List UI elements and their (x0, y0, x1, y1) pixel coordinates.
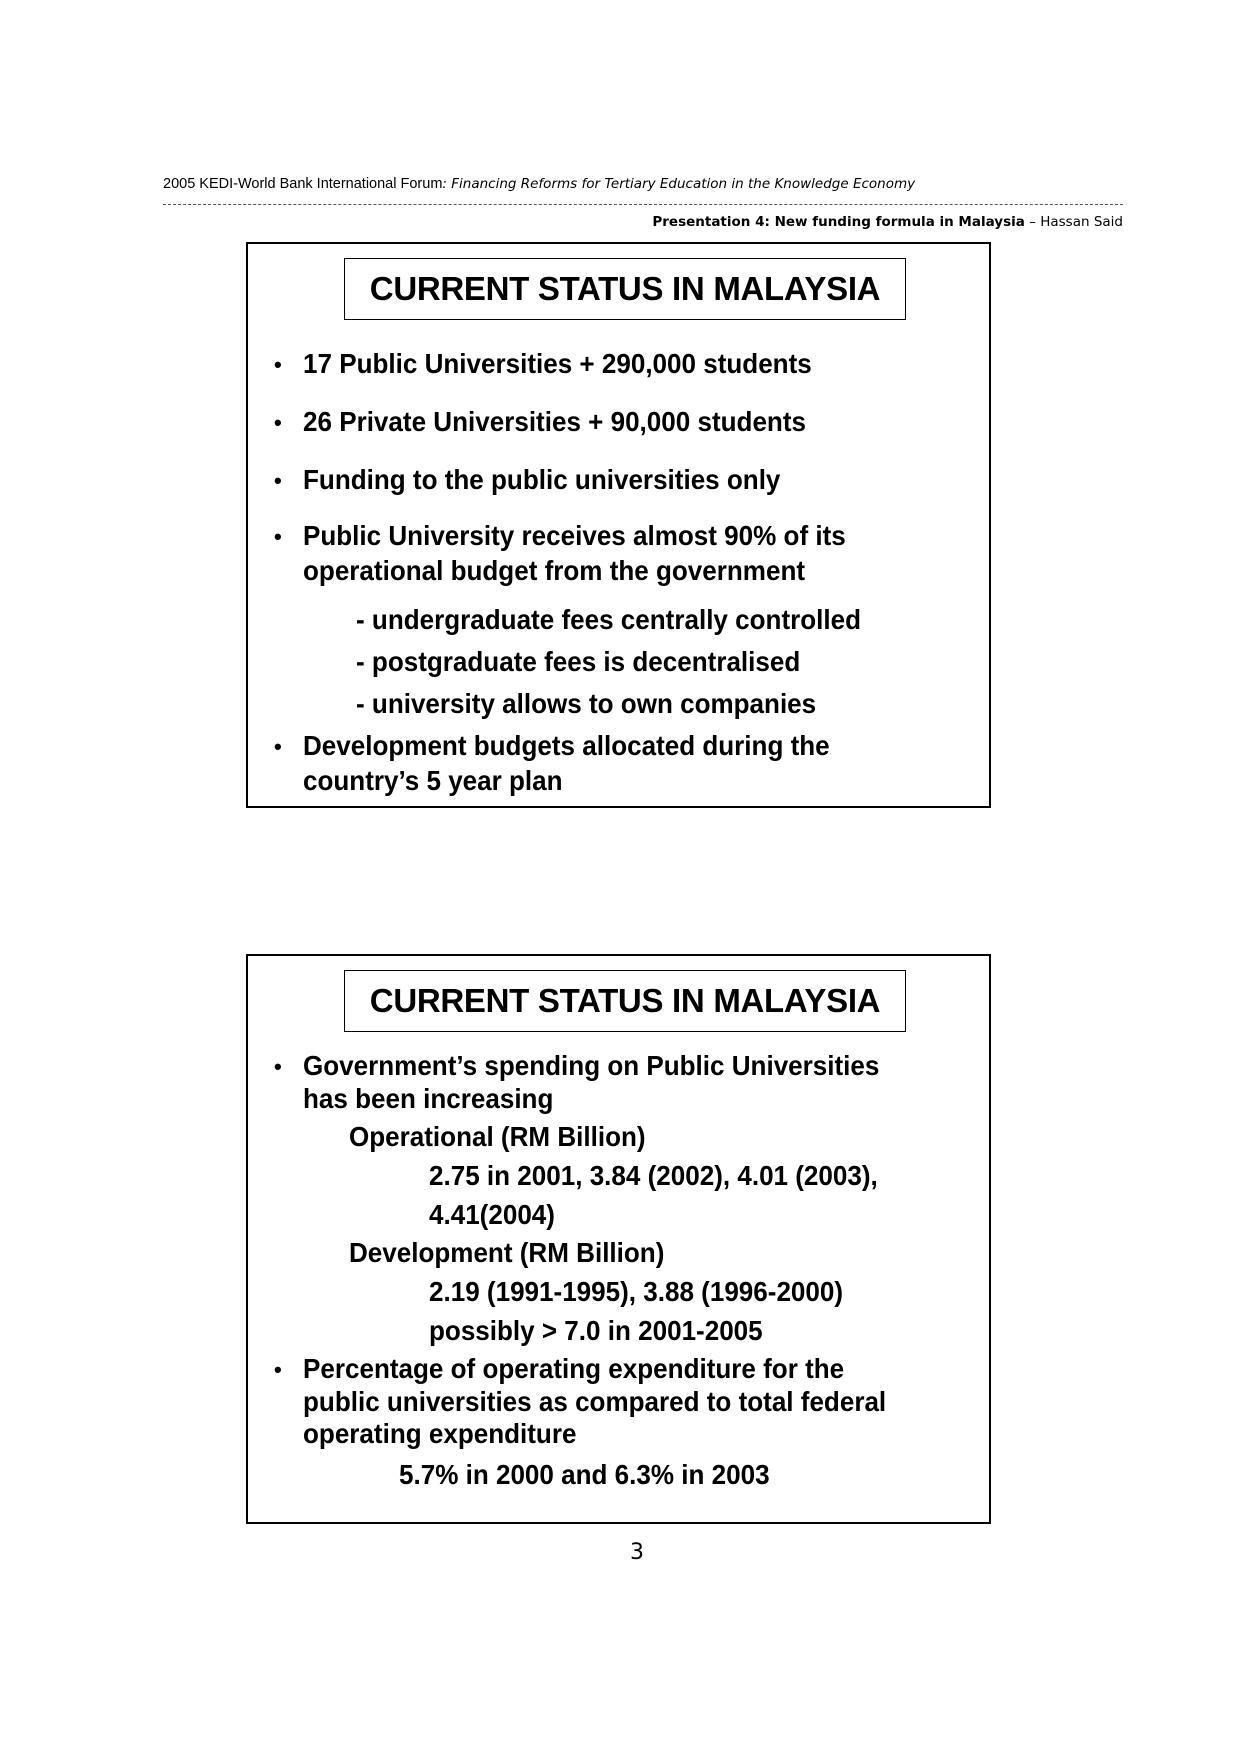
slide-1-line: Development budgets allocated during the (303, 730, 830, 761)
slide-title-box (344, 970, 906, 1032)
slide-1-line: country’s 5 year plan (303, 765, 563, 796)
slide-1-line: Public University receives almost 90% of its (303, 520, 846, 551)
slide-2 (246, 954, 991, 1524)
slide-1-subline: - university allows to own companies (356, 688, 817, 719)
slide-1-line: 26 Private Universities + 90,000 students (303, 406, 806, 437)
bullet-icon: • (274, 524, 282, 549)
slide-1-subline: - undergraduate fees centrally controlled (356, 604, 862, 635)
slide-2-values: 4.41(2004) (429, 1199, 555, 1230)
header-separator: : (442, 176, 452, 192)
slide-2-line: Percentage of operating expenditure for the (303, 1353, 845, 1384)
author-name: Hassan Said (1040, 214, 1123, 230)
bullet-icon: • (274, 352, 282, 377)
slide-2-line: operating expenditure (303, 1418, 577, 1449)
slide-2-line: Government’s spending on Public Universities (303, 1050, 880, 1081)
bullet-icon: • (274, 1357, 282, 1382)
running-header (163, 176, 915, 192)
slide-title: CURRENT STATUS IN MALAYSIA (369, 982, 881, 1019)
presentation-header (652, 214, 1123, 230)
slide-2-line: has been increasing (303, 1083, 554, 1114)
slide-2-values: possibly > 7.0 in 2001-2005 (429, 1315, 763, 1346)
slide-2-subheading: Operational (RM Billion) (349, 1121, 646, 1152)
slide-2-values: 5.7% in 2000 and 6.3% in 2003 (399, 1459, 770, 1490)
slide-2-values: 2.75 in 2001, 3.84 (2002), 4.01 (2003), (429, 1160, 878, 1191)
slide-1 (246, 242, 991, 808)
header-divider (163, 204, 1123, 205)
page-number: 3 (630, 1540, 644, 1565)
bullet-icon: • (274, 1054, 282, 1079)
bullet-icon: • (274, 468, 282, 493)
slide-1-line: Funding to the public universities only (303, 464, 781, 495)
slide-2-line: public universities as compared to total federal (303, 1386, 887, 1417)
slide-1-subline: - postgraduate fees is decentralised (356, 646, 801, 677)
slide-title-box (344, 258, 906, 320)
forum-name: 2005 KEDI-World Bank International Forum (163, 176, 443, 192)
author-dash: – (1024, 214, 1041, 230)
presentation-title: Presentation 4: New funding formula in Malaysia (652, 214, 1025, 230)
slide-2-values: 2.19 (1991-1995), 3.88 (1996-2000) (429, 1276, 844, 1307)
bullet-icon: • (274, 734, 282, 759)
forum-subtitle: Financing Reforms for Tertiary Education in the Knowledge Economy (451, 176, 916, 192)
bullet-icon: • (274, 410, 282, 435)
slide-1-line: 17 Public Universities + 290,000 students (303, 348, 812, 379)
slide-title: CURRENT STATUS IN MALAYSIA (369, 270, 881, 307)
slide-1-line: operational budget from the government (303, 555, 806, 586)
slide-2-subheading: Development (RM Billion) (349, 1237, 665, 1268)
